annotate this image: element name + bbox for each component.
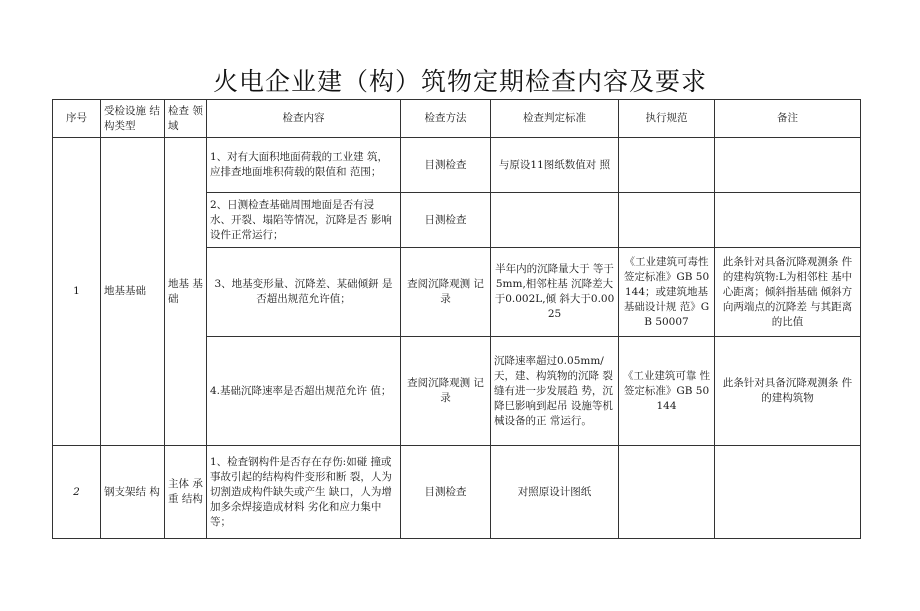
page-title: 火电企业建（构）筑物定期检查内容及要求: [212, 67, 707, 96]
header-remark: 备注: [715, 100, 861, 138]
header-seq: 序号: [53, 100, 101, 138]
method-cell: 日测检查: [401, 193, 491, 248]
facility-type-cell: 地基基础: [101, 138, 165, 446]
method-cell: 目测检查: [401, 446, 491, 539]
header-method: 检查方法: [401, 100, 491, 138]
norm-cell: [619, 446, 715, 539]
header-content: 检查内容: [207, 100, 401, 138]
standard-cell: 沉降速率超过0.05mm/ 天，建、构筑物的沉降 裂缝有进一步发展趋 势，沉降巳影响到起吊 设施等机械设备的正 常运行。: [491, 337, 619, 446]
standard-cell: 半年内的沉降量大于 等于5mm,相邻柱基 沉降差大于0.002L,倾 斜大于0.0025: [491, 248, 619, 337]
standard-cell: [491, 193, 619, 248]
seq-cell: 2: [53, 446, 101, 539]
standard-cell: 对照原设计图纸: [491, 446, 619, 539]
remark-cell: 此条针对具备沉降观测条 件的建构筑物: [715, 337, 861, 446]
content-cell: 3、地基变形量、沉降差、某础倾鈃 是否超出规范允许值；: [207, 248, 401, 337]
remark-cell: [715, 193, 861, 248]
remark-cell: [715, 138, 861, 193]
header-row: [53, 100, 861, 138]
domain-cell: 主体 承重 结构: [165, 446, 207, 539]
norm-cell: 《工业建筑可靠 性签定标准》GB 50144: [619, 337, 715, 446]
norm-cell: [619, 138, 715, 193]
header-standard: 检查判定标准: [491, 100, 619, 138]
norm-cell: [619, 193, 715, 248]
standard-cell: 与原设11图纸数值对 照: [491, 138, 619, 193]
method-cell: 查阅沉降观测 记录: [401, 337, 491, 446]
remark-cell: 此条针对具备沉降观测条 件的建构筑物:L为相邻柱 基中心距离；倾斜指基础 倾斜方向两端点的沉降差 与其距离的比值: [715, 248, 861, 337]
content-cell: 1、检査钢构件是否存在存伤:如碰 撞或事故引起的结构构件变形和断 裂，人为切割造成构件缺失或产生 缺口，人为增加多余焊接造成材料 劣化和应力集中等；: [207, 446, 401, 539]
header-domain: 检查 领域: [165, 100, 207, 138]
remark-cell: [715, 446, 861, 539]
domain-cell: 地基 基础: [165, 138, 207, 446]
table-row: [53, 138, 861, 193]
table-row: [53, 446, 861, 539]
header-facility-type: 受检设施 结构类型: [101, 100, 165, 138]
header-norm: 执行规范: [619, 100, 715, 138]
content-cell: 2、日测检查基础周围地面是否有浸 水、开裂、塌陷等情况，沉降是否 影响设件正常运行；: [207, 193, 401, 248]
inspection-table: [52, 99, 861, 539]
content-cell: 4.基础沉降速率是否超出规范允许 值；: [207, 337, 401, 446]
content-cell: 1、对有大面积地面荷载的工业建 筑，应排查地面堆积荷载的限值和 范围；: [207, 138, 401, 193]
facility-type-cell: 钢支架结 构: [101, 446, 165, 539]
method-cell: 目测检查: [401, 138, 491, 193]
seq-cell: 1: [53, 138, 101, 446]
norm-cell: 《工业建筑可毒性签定标准》GB 50144；或建筑地基基础设计规 范》GB 50007: [619, 248, 715, 337]
method-cell: 查阅沉降观测 记录: [401, 248, 491, 337]
